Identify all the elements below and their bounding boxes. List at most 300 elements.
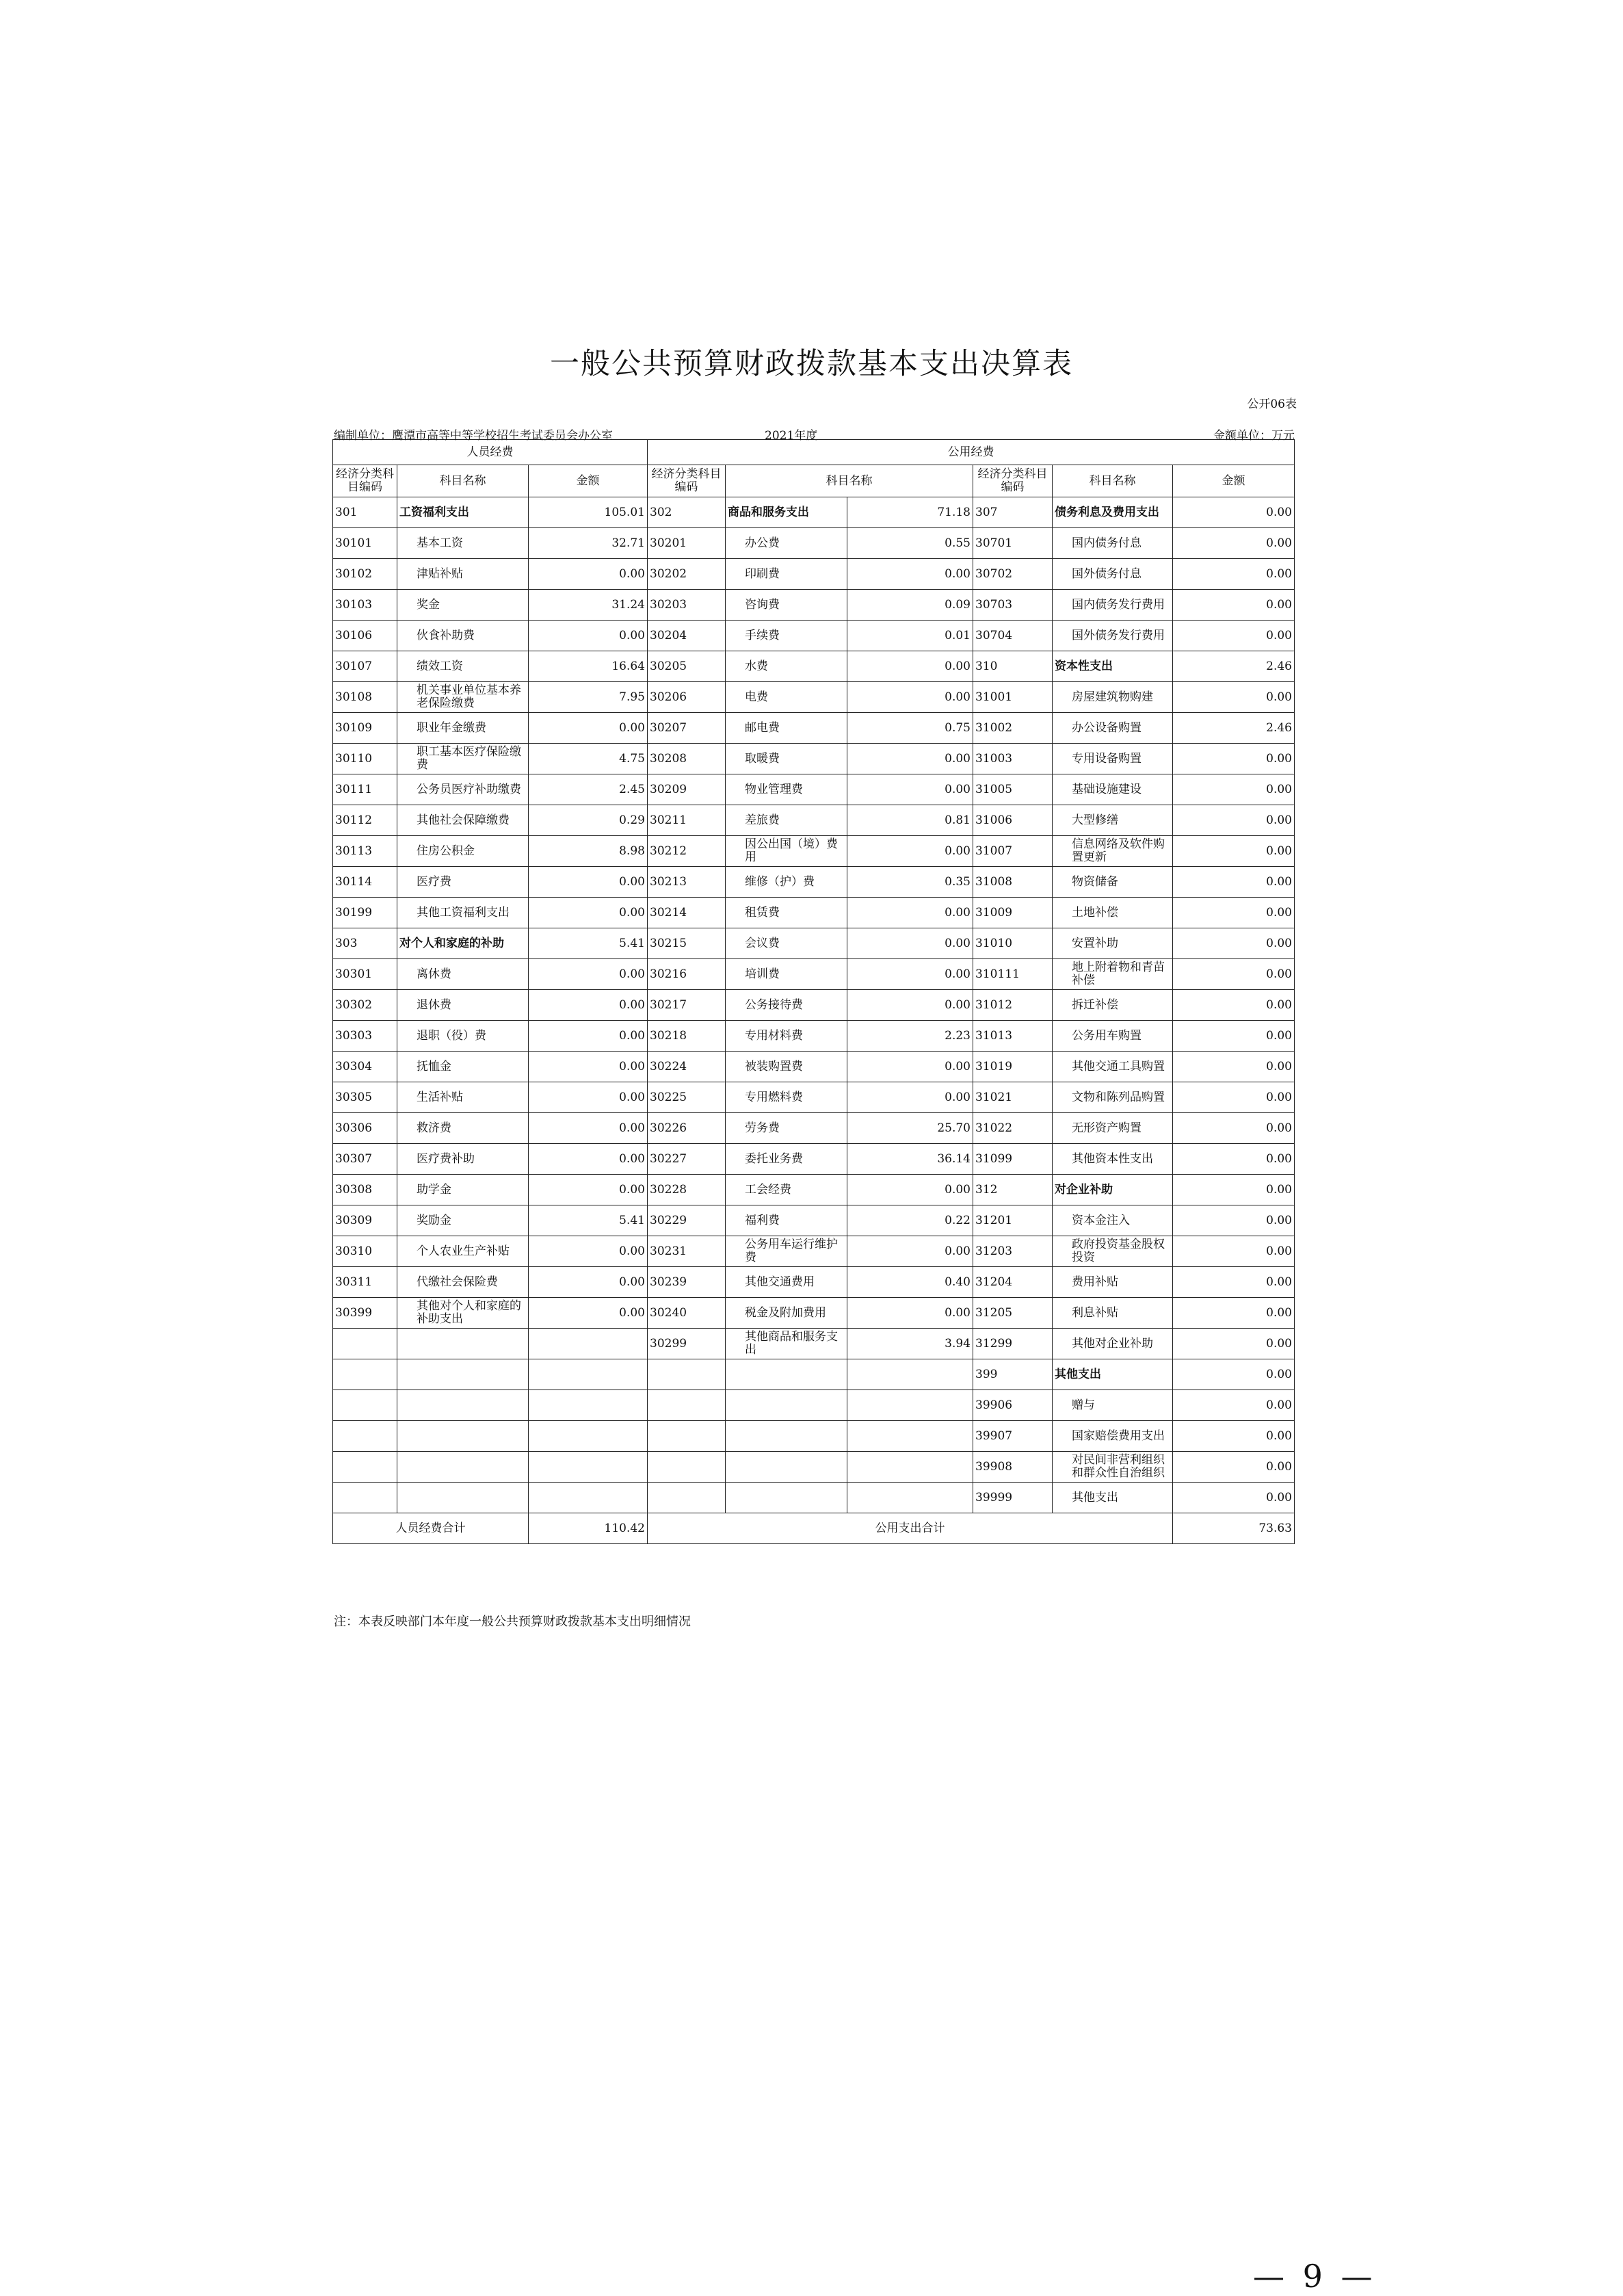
item-code: 30239 — [648, 1267, 726, 1298]
item-name: 绩效工资 — [397, 651, 529, 682]
item-amount: 0.40 — [847, 1267, 973, 1298]
table-row — [333, 1390, 1295, 1421]
item-name: 医疗费补助 — [397, 1144, 529, 1175]
item-amount: 0.00 — [1173, 959, 1295, 990]
item-code: 307 — [973, 497, 1053, 528]
item-code: 399 — [973, 1359, 1053, 1390]
table-row — [333, 836, 1295, 867]
item-name: 其他对个人和家庭的补助支出 — [397, 1298, 529, 1329]
table-row — [333, 867, 1295, 898]
item-name — [397, 1390, 529, 1421]
item-name: 基本工资 — [397, 528, 529, 559]
item-code: 30309 — [333, 1205, 397, 1236]
public-total-value: 73.63 — [1173, 1513, 1295, 1544]
item-amount: 0.00 — [529, 1082, 648, 1113]
table-row — [333, 1144, 1295, 1175]
item-code: 30310 — [333, 1236, 397, 1267]
item-code: 31005 — [973, 774, 1053, 805]
item-amount — [847, 1359, 973, 1390]
item-code: 30101 — [333, 528, 397, 559]
item-amount: 0.00 — [1173, 497, 1295, 528]
item-name: 债务利息及费用支出 — [1053, 497, 1173, 528]
table-row — [333, 928, 1295, 959]
item-amount: 2.46 — [1173, 713, 1295, 744]
item-amount: 0.00 — [847, 1298, 973, 1329]
item-code: 30217 — [648, 990, 726, 1021]
item-name: 办公费 — [726, 528, 847, 559]
item-name: 其他资本性支出 — [1053, 1144, 1173, 1175]
item-code — [333, 1421, 397, 1452]
item-code: 312 — [973, 1175, 1053, 1205]
item-name: 退休费 — [397, 990, 529, 1021]
item-amount — [847, 1390, 973, 1421]
table-row — [333, 1236, 1295, 1267]
item-amount: 2.23 — [847, 1021, 973, 1052]
personnel-total-label: 人员经费合计 — [333, 1513, 529, 1544]
item-amount: 16.64 — [529, 651, 648, 682]
item-amount: 0.00 — [529, 1298, 648, 1329]
table-row — [333, 1421, 1295, 1452]
item-amount: 0.00 — [529, 990, 648, 1021]
item-amount: 0.00 — [1173, 1236, 1295, 1267]
item-name: 奖励金 — [397, 1205, 529, 1236]
table-row — [333, 528, 1295, 559]
item-code: 301 — [333, 497, 397, 528]
item-name — [726, 1359, 847, 1390]
item-name: 奖金 — [397, 590, 529, 621]
item-code: 30226 — [648, 1113, 726, 1144]
item-code: 31022 — [973, 1113, 1053, 1144]
item-amount: 0.00 — [529, 959, 648, 990]
item-amount: 0.01 — [847, 621, 973, 651]
item-name: 住房公积金 — [397, 836, 529, 867]
item-name: 安置补助 — [1053, 928, 1173, 959]
item-amount: 0.00 — [529, 1052, 648, 1082]
item-amount: 0.00 — [847, 836, 973, 867]
table-row — [333, 1205, 1295, 1236]
expenditure-table — [332, 439, 1295, 1544]
col-header-name: 科目名称 — [726, 465, 973, 497]
item-code: 30199 — [333, 898, 397, 928]
item-name: 福利费 — [726, 1205, 847, 1236]
item-code: 30304 — [333, 1052, 397, 1082]
item-amount: 32.71 — [529, 528, 648, 559]
table-row — [333, 744, 1295, 774]
table-row — [333, 990, 1295, 1021]
item-amount: 0.00 — [1173, 1021, 1295, 1052]
item-code: 30306 — [333, 1113, 397, 1144]
item-name: 差旅费 — [726, 805, 847, 836]
item-name: 信息网络及软件购置更新 — [1053, 836, 1173, 867]
item-code: 31099 — [973, 1144, 1053, 1175]
table-row — [333, 1267, 1295, 1298]
item-code: 31002 — [973, 713, 1053, 744]
item-amount: 0.00 — [1173, 1298, 1295, 1329]
item-amount: 0.00 — [529, 1021, 648, 1052]
item-name — [397, 1483, 529, 1513]
item-amount: 0.00 — [1173, 928, 1295, 959]
item-amount: 0.00 — [847, 990, 973, 1021]
item-code: 30113 — [333, 836, 397, 867]
item-code: 30224 — [648, 1052, 726, 1082]
col-header-amount: 金额 — [529, 465, 648, 497]
item-amount: 0.00 — [1173, 990, 1295, 1021]
item-name: 抚恤金 — [397, 1052, 529, 1082]
item-code: 30202 — [648, 559, 726, 590]
item-name: 其他支出 — [1053, 1483, 1173, 1513]
item-amount: 5.41 — [529, 928, 648, 959]
item-name: 物资储备 — [1053, 867, 1173, 898]
item-code: 30214 — [648, 898, 726, 928]
item-amount: 0.00 — [529, 1144, 648, 1175]
item-name — [397, 1452, 529, 1483]
table-row — [333, 1483, 1295, 1513]
item-amount: 0.00 — [1173, 1359, 1295, 1390]
item-name: 国外债务发行费用 — [1053, 621, 1173, 651]
item-amount: 105.01 — [529, 497, 648, 528]
item-name: 政府投资基金股权投资 — [1053, 1236, 1173, 1267]
item-amount: 0.00 — [1173, 1390, 1295, 1421]
item-amount — [529, 1421, 648, 1452]
item-name: 专用设备购置 — [1053, 744, 1173, 774]
item-code: 30103 — [333, 590, 397, 621]
item-amount: 0.00 — [1173, 1329, 1295, 1359]
item-name: 文物和陈列品购置 — [1053, 1082, 1173, 1113]
item-amount: 8.98 — [529, 836, 648, 867]
item-code: 30212 — [648, 836, 726, 867]
item-amount: 0.00 — [847, 959, 973, 990]
item-amount: 0.00 — [1173, 744, 1295, 774]
item-amount: 31.24 — [529, 590, 648, 621]
item-code: 39999 — [973, 1483, 1053, 1513]
item-amount: 0.00 — [1173, 867, 1295, 898]
item-name: 离休费 — [397, 959, 529, 990]
item-amount: 0.81 — [847, 805, 973, 836]
item-name: 其他支出 — [1053, 1359, 1173, 1390]
item-code: 30102 — [333, 559, 397, 590]
item-name: 对民间非营利组织和群众性自治组织 — [1053, 1452, 1173, 1483]
table-row — [333, 1452, 1295, 1483]
item-name: 其他交通费用 — [726, 1267, 847, 1298]
item-code: 30225 — [648, 1082, 726, 1113]
item-amount: 0.00 — [529, 898, 648, 928]
item-code: 30211 — [648, 805, 726, 836]
item-amount — [529, 1452, 648, 1483]
item-name: 津贴补贴 — [397, 559, 529, 590]
item-name — [397, 1359, 529, 1390]
item-amount: 0.00 — [529, 867, 648, 898]
table-row — [333, 1082, 1295, 1113]
item-code: 310111 — [973, 959, 1053, 990]
item-amount: 0.75 — [847, 713, 973, 744]
item-code: 30111 — [333, 774, 397, 805]
item-amount: 0.00 — [847, 1175, 973, 1205]
item-amount: 0.00 — [529, 621, 648, 651]
col-header-code: 经济分类科目编码 — [648, 465, 726, 497]
compiling-unit: 编制单位：鹰潭市高等中等学校招生考试委员会办公室 — [334, 429, 613, 443]
table-note: 注：本表反映部门本年度一般公共预算财政拨款基本支出明细情况 — [334, 1615, 691, 1629]
item-code: 30205 — [648, 651, 726, 682]
item-name: 会议费 — [726, 928, 847, 959]
item-name: 专用燃料费 — [726, 1082, 847, 1113]
item-amount: 0.00 — [1173, 1113, 1295, 1144]
item-name: 费用补贴 — [1053, 1267, 1173, 1298]
col-header-code: 经济分类科目编码 — [973, 465, 1053, 497]
item-amount: 0.00 — [847, 1236, 973, 1267]
item-name — [397, 1329, 529, 1359]
item-name: 专用材料费 — [726, 1021, 847, 1052]
item-amount: 4.75 — [529, 744, 648, 774]
item-amount: 0.55 — [847, 528, 973, 559]
item-code: 30307 — [333, 1144, 397, 1175]
table-row — [333, 1175, 1295, 1205]
item-code — [333, 1452, 397, 1483]
item-code: 30112 — [333, 805, 397, 836]
item-name: 其他商品和服务支出 — [726, 1329, 847, 1359]
item-name: 基础设施建设 — [1053, 774, 1173, 805]
item-amount — [529, 1483, 648, 1513]
item-code — [333, 1483, 397, 1513]
item-code: 30311 — [333, 1267, 397, 1298]
item-name: 其他对企业补助 — [1053, 1329, 1173, 1359]
item-name — [397, 1421, 529, 1452]
money-unit: 金额单位：万元 — [1213, 429, 1295, 443]
item-amount: 0.00 — [847, 928, 973, 959]
item-name: 劳务费 — [726, 1113, 847, 1144]
item-code: 31021 — [973, 1082, 1053, 1113]
item-code — [648, 1452, 726, 1483]
item-name: 咨询费 — [726, 590, 847, 621]
item-amount: 0.00 — [1173, 559, 1295, 590]
item-name: 资本性支出 — [1053, 651, 1173, 682]
item-name: 被装购置费 — [726, 1052, 847, 1082]
col-header-name: 科目名称 — [1053, 465, 1173, 497]
item-name: 国内债务付息 — [1053, 528, 1173, 559]
col-header-name: 科目名称 — [397, 465, 529, 497]
item-code: 39906 — [973, 1390, 1053, 1421]
item-code: 31205 — [973, 1298, 1053, 1329]
item-amount: 0.00 — [847, 1082, 973, 1113]
item-name: 职工基本医疗保险缴费 — [397, 744, 529, 774]
item-code — [333, 1329, 397, 1359]
item-code: 30213 — [648, 867, 726, 898]
item-amount: 2.46 — [1173, 651, 1295, 682]
item-code: 31204 — [973, 1267, 1053, 1298]
item-code: 30215 — [648, 928, 726, 959]
item-name: 其他社会保障缴费 — [397, 805, 529, 836]
item-amount: 0.00 — [1173, 1144, 1295, 1175]
item-name: 邮电费 — [726, 713, 847, 744]
table-row — [333, 959, 1295, 990]
item-name: 资本金注入 — [1053, 1205, 1173, 1236]
item-name — [726, 1483, 847, 1513]
item-code: 30703 — [973, 590, 1053, 621]
item-code: 30106 — [333, 621, 397, 651]
item-name: 公务用车购置 — [1053, 1021, 1173, 1052]
item-amount: 0.35 — [847, 867, 973, 898]
item-code: 30108 — [333, 682, 397, 713]
item-code: 31008 — [973, 867, 1053, 898]
table-row — [333, 713, 1295, 744]
item-amount: 0.00 — [1173, 1483, 1295, 1513]
item-code: 30702 — [973, 559, 1053, 590]
item-code: 31003 — [973, 744, 1053, 774]
table-row — [333, 651, 1295, 682]
item-name: 维修（护）费 — [726, 867, 847, 898]
item-name: 国家赔偿费用支出 — [1053, 1421, 1173, 1452]
item-name — [726, 1452, 847, 1483]
item-amount: 0.00 — [1173, 1267, 1295, 1298]
item-amount: 0.00 — [847, 744, 973, 774]
item-name: 工资福利支出 — [397, 497, 529, 528]
item-name: 手续费 — [726, 621, 847, 651]
item-amount: 3.94 — [847, 1329, 973, 1359]
item-amount: 0.00 — [529, 559, 648, 590]
item-name: 生活补贴 — [397, 1082, 529, 1113]
item-amount: 0.00 — [847, 651, 973, 682]
item-name: 税金及附加费用 — [726, 1298, 847, 1329]
item-code: 31006 — [973, 805, 1053, 836]
item-amount: 0.00 — [1173, 621, 1295, 651]
item-name: 公务接待费 — [726, 990, 847, 1021]
item-code: 30308 — [333, 1175, 397, 1205]
table-body — [333, 497, 1295, 1513]
item-code: 30204 — [648, 621, 726, 651]
fiscal-year: 2021年度 — [765, 429, 818, 443]
item-amount: 0.00 — [1173, 774, 1295, 805]
table-row — [333, 1298, 1295, 1329]
item-code: 39908 — [973, 1452, 1053, 1483]
item-code: 31203 — [973, 1236, 1053, 1267]
item-code: 30227 — [648, 1144, 726, 1175]
item-code: 30114 — [333, 867, 397, 898]
item-code: 30299 — [648, 1329, 726, 1359]
item-code: 30228 — [648, 1175, 726, 1205]
item-name: 工会经费 — [726, 1175, 847, 1205]
item-amount: 0.00 — [847, 898, 973, 928]
item-code: 31010 — [973, 928, 1053, 959]
item-code: 30216 — [648, 959, 726, 990]
item-amount: 0.00 — [1173, 836, 1295, 867]
item-amount: 0.00 — [529, 1236, 648, 1267]
item-name: 代缴社会保险费 — [397, 1267, 529, 1298]
item-code: 30231 — [648, 1236, 726, 1267]
item-code: 31012 — [973, 990, 1053, 1021]
item-amount: 0.00 — [1173, 1052, 1295, 1082]
col-header-code: 经济分类科目编码 — [333, 465, 397, 497]
item-name: 国内债务发行费用 — [1053, 590, 1173, 621]
item-name: 印刷费 — [726, 559, 847, 590]
item-code: 30303 — [333, 1021, 397, 1052]
item-amount — [847, 1452, 973, 1483]
item-name: 赠与 — [1053, 1390, 1173, 1421]
item-code: 30110 — [333, 744, 397, 774]
item-code: 31299 — [973, 1329, 1053, 1359]
item-name — [726, 1421, 847, 1452]
table-row — [333, 590, 1295, 621]
item-amount: 0.00 — [847, 774, 973, 805]
item-name: 拆迁补偿 — [1053, 990, 1173, 1021]
item-code: 302 — [648, 497, 726, 528]
item-amount — [529, 1329, 648, 1359]
item-code: 31019 — [973, 1052, 1053, 1082]
table-row — [333, 1329, 1295, 1359]
item-code: 31013 — [973, 1021, 1053, 1052]
table-row — [333, 497, 1295, 528]
item-amount: 2.45 — [529, 774, 648, 805]
item-code: 30701 — [973, 528, 1053, 559]
item-code: 30305 — [333, 1082, 397, 1113]
item-amount: 0.00 — [1173, 805, 1295, 836]
item-amount: 0.00 — [529, 1113, 648, 1144]
personnel-total-value: 110.42 — [529, 1513, 648, 1544]
item-name: 对个人和家庭的补助 — [397, 928, 529, 959]
table-row — [333, 559, 1295, 590]
item-name: 土地补偿 — [1053, 898, 1173, 928]
item-code: 31201 — [973, 1205, 1053, 1236]
item-name: 大型修缮 — [1053, 805, 1173, 836]
table-row — [333, 1021, 1295, 1052]
item-code: 30208 — [648, 744, 726, 774]
item-code — [648, 1359, 726, 1390]
item-amount: 0.00 — [529, 1175, 648, 1205]
item-name: 助学金 — [397, 1175, 529, 1205]
item-name: 办公设备购置 — [1053, 713, 1173, 744]
item-amount: 0.00 — [847, 682, 973, 713]
item-code: 30107 — [333, 651, 397, 682]
item-name: 机关事业单位基本养老保险缴费 — [397, 682, 529, 713]
item-code: 30201 — [648, 528, 726, 559]
item-code: 31001 — [973, 682, 1053, 713]
item-code: 30704 — [973, 621, 1053, 651]
item-amount: 0.09 — [847, 590, 973, 621]
item-amount: 0.22 — [847, 1205, 973, 1236]
table-row — [333, 1052, 1295, 1082]
col-header-amount: 金额 — [1173, 465, 1295, 497]
item-amount: 0.29 — [529, 805, 648, 836]
table-id: 公开06表 — [1247, 397, 1297, 411]
item-amount: 0.00 — [529, 1267, 648, 1298]
item-name: 商品和服务支出 — [726, 497, 847, 528]
table-row — [333, 774, 1295, 805]
item-amount: 36.14 — [847, 1144, 973, 1175]
item-name: 培训费 — [726, 959, 847, 990]
item-code: 31007 — [973, 836, 1053, 867]
section-personnel: 人员经费 — [333, 440, 648, 465]
item-amount — [847, 1421, 973, 1452]
item-name: 职业年金缴费 — [397, 713, 529, 744]
item-code: 30109 — [333, 713, 397, 744]
item-name: 公务用车运行维护费 — [726, 1236, 847, 1267]
table-row — [333, 682, 1295, 713]
item-amount: 0.00 — [1173, 898, 1295, 928]
item-code — [333, 1390, 397, 1421]
table-row — [333, 898, 1295, 928]
item-code — [648, 1390, 726, 1421]
item-name: 电费 — [726, 682, 847, 713]
item-name: 水费 — [726, 651, 847, 682]
item-name — [726, 1390, 847, 1421]
item-code: 30209 — [648, 774, 726, 805]
item-code: 30301 — [333, 959, 397, 990]
item-code: 30302 — [333, 990, 397, 1021]
item-amount: 71.18 — [847, 497, 973, 528]
item-amount: 0.00 — [1173, 1452, 1295, 1483]
table-row — [333, 1113, 1295, 1144]
item-code — [648, 1483, 726, 1513]
item-name: 个人农业生产补贴 — [397, 1236, 529, 1267]
item-code: 303 — [333, 928, 397, 959]
